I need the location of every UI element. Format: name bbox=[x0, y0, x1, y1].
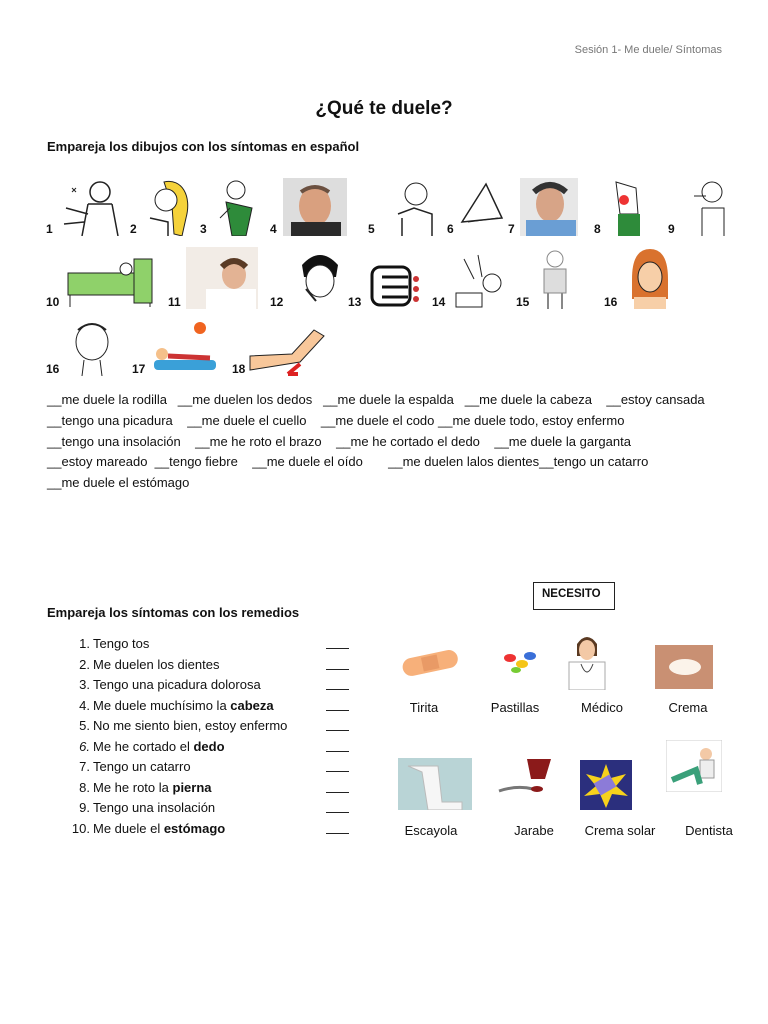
item-text: Tengo una insolación bbox=[93, 800, 216, 815]
broken-arm-fall-drawing bbox=[454, 249, 512, 309]
broken-arm-sling-drawing bbox=[458, 178, 506, 236]
item-number: 6. bbox=[79, 738, 90, 754]
toothache-man-photo bbox=[283, 178, 347, 236]
item-number: 8. bbox=[79, 779, 90, 795]
sore-throat-drawing bbox=[610, 178, 646, 236]
picture-number: 3 bbox=[200, 222, 207, 236]
picture-row-3 bbox=[0, 318, 768, 376]
answer-blank[interactable] bbox=[326, 782, 349, 793]
item-number: 2. bbox=[79, 656, 90, 672]
item-text: Tengo una picadura dolorosa bbox=[93, 677, 261, 692]
dizzy-man-drawing bbox=[212, 178, 262, 236]
tired-woman-drawing bbox=[628, 249, 672, 309]
picture-number: 13 bbox=[348, 295, 362, 309]
bleeding-finger-drawing bbox=[370, 263, 426, 309]
item-number: 10. bbox=[71, 820, 90, 836]
neck-pain-photo bbox=[186, 247, 258, 309]
item-text: Tengo tos bbox=[93, 636, 150, 651]
picture-number: 16 bbox=[46, 362, 60, 376]
picture-number: 12 bbox=[270, 295, 284, 309]
answer-blank[interactable] bbox=[326, 638, 349, 649]
answer-blank[interactable] bbox=[326, 761, 349, 772]
phrase-line: __me duele la rodilla __me duelen los dedos __me duele la espalda __me duele la cabeza __estoy cansada bbox=[47, 392, 705, 407]
answer-blank[interactable] bbox=[326, 823, 349, 834]
earache-man-photo bbox=[520, 178, 578, 236]
phrase-line: __tengo una picadura __me duele el cuello __me duele el codo __me duele todo, estoy enfermo bbox=[47, 413, 625, 428]
answer-blank[interactable] bbox=[326, 700, 349, 711]
picture-row-1 bbox=[0, 176, 768, 236]
pills-image bbox=[500, 646, 540, 676]
picture-number: 14 bbox=[432, 295, 446, 309]
picture-number: 10 bbox=[46, 295, 60, 309]
item-number: 4. bbox=[79, 697, 90, 713]
picture-number: 17 bbox=[132, 362, 146, 376]
picture-number: 16 bbox=[604, 295, 618, 309]
dizzy-boy-drawing bbox=[64, 320, 120, 376]
remedy-label: Escayola bbox=[404, 823, 458, 838]
picture-number: 1 bbox=[46, 222, 53, 236]
item-number: 1. bbox=[79, 636, 90, 651]
section2-instruction: Empareja los síntomas con los remedios bbox=[47, 605, 300, 620]
remedy-label: Crema solar bbox=[584, 823, 656, 838]
necesito-box: NECESITO bbox=[533, 582, 615, 610]
doctor-image bbox=[563, 630, 611, 690]
answer-blank[interactable] bbox=[326, 679, 349, 690]
picture-number: 9 bbox=[668, 222, 675, 236]
picture-row-2 bbox=[0, 247, 768, 309]
answer-blank[interactable] bbox=[326, 741, 349, 752]
picture-number: 2 bbox=[130, 222, 137, 236]
remedy-label: Pastillas bbox=[490, 700, 540, 715]
item-number: 5. bbox=[79, 718, 90, 733]
answer-blank[interactable] bbox=[326, 802, 349, 813]
item-text: No me siento bien, estoy enfermo bbox=[93, 718, 288, 733]
headache-man-drawing bbox=[296, 249, 342, 309]
phrase-line: __me duele el estómago bbox=[47, 475, 190, 490]
remedy-label: Médico bbox=[581, 700, 623, 715]
item-text: Tengo un catarro bbox=[93, 759, 191, 774]
elbow-pain-drawing bbox=[248, 320, 326, 376]
picture-number: 15 bbox=[516, 295, 530, 309]
phrase-line: __estoy mareado __tengo fiebre __me duele el oído __me duelen lalos dientes__tengo un catarro bbox=[47, 454, 649, 469]
sneezing-man-drawing bbox=[388, 178, 438, 236]
item-number: 3. bbox=[79, 677, 90, 692]
page-title: ¿Qué te duele? bbox=[315, 98, 453, 119]
remedy-label: Dentista bbox=[685, 823, 733, 838]
stomachache-drawing bbox=[536, 249, 574, 309]
remedy-label: Crema bbox=[668, 700, 708, 715]
sick-in-bed-drawing bbox=[64, 253, 156, 309]
remedy-label: Jarabe bbox=[514, 823, 554, 838]
syrup-image bbox=[497, 757, 557, 797]
scratching-arm-drawing bbox=[58, 178, 124, 236]
picture-number: 18 bbox=[232, 362, 246, 376]
item-number: 7. bbox=[79, 759, 90, 774]
section1-instruction: Empareja los dibujos con los síntomas en español bbox=[47, 139, 360, 154]
fever-thermometer-drawing bbox=[690, 178, 732, 236]
picture-number: 5 bbox=[368, 222, 375, 236]
coughing-woman-drawing bbox=[142, 178, 194, 236]
picture-number: 8 bbox=[594, 222, 601, 236]
plaster-image bbox=[400, 644, 460, 680]
remedy-label: Tirita bbox=[409, 700, 439, 715]
answer-blank[interactable] bbox=[326, 659, 349, 670]
cream-image bbox=[655, 645, 713, 689]
item-text: Me he cortado el dedo bbox=[93, 738, 225, 754]
item-text: Me duelen los dientes bbox=[93, 656, 220, 672]
picture-number: 7 bbox=[508, 222, 515, 236]
sun-cream-image bbox=[580, 760, 632, 810]
cast-image bbox=[398, 758, 472, 810]
page-header: Sesión 1- Me duele/ Síntomas bbox=[574, 44, 722, 56]
dentist-image bbox=[666, 740, 722, 792]
phrase-line: __tengo una insolación __me he roto el brazo __me he cortado el dedo __me duele la garganta bbox=[47, 434, 631, 449]
picture-number: 6 bbox=[447, 222, 454, 236]
item-text: Me he roto la pierna bbox=[93, 779, 212, 795]
item-text: Me duele el estómago bbox=[93, 820, 226, 836]
picture-number: 4 bbox=[270, 222, 277, 236]
sunstroke-drawing bbox=[150, 320, 220, 376]
answer-blank[interactable] bbox=[326, 720, 349, 731]
item-text: Me duele muchísimo la cabeza bbox=[93, 697, 274, 713]
item-number: 9. bbox=[79, 800, 90, 815]
picture-number: 11 bbox=[168, 295, 181, 309]
